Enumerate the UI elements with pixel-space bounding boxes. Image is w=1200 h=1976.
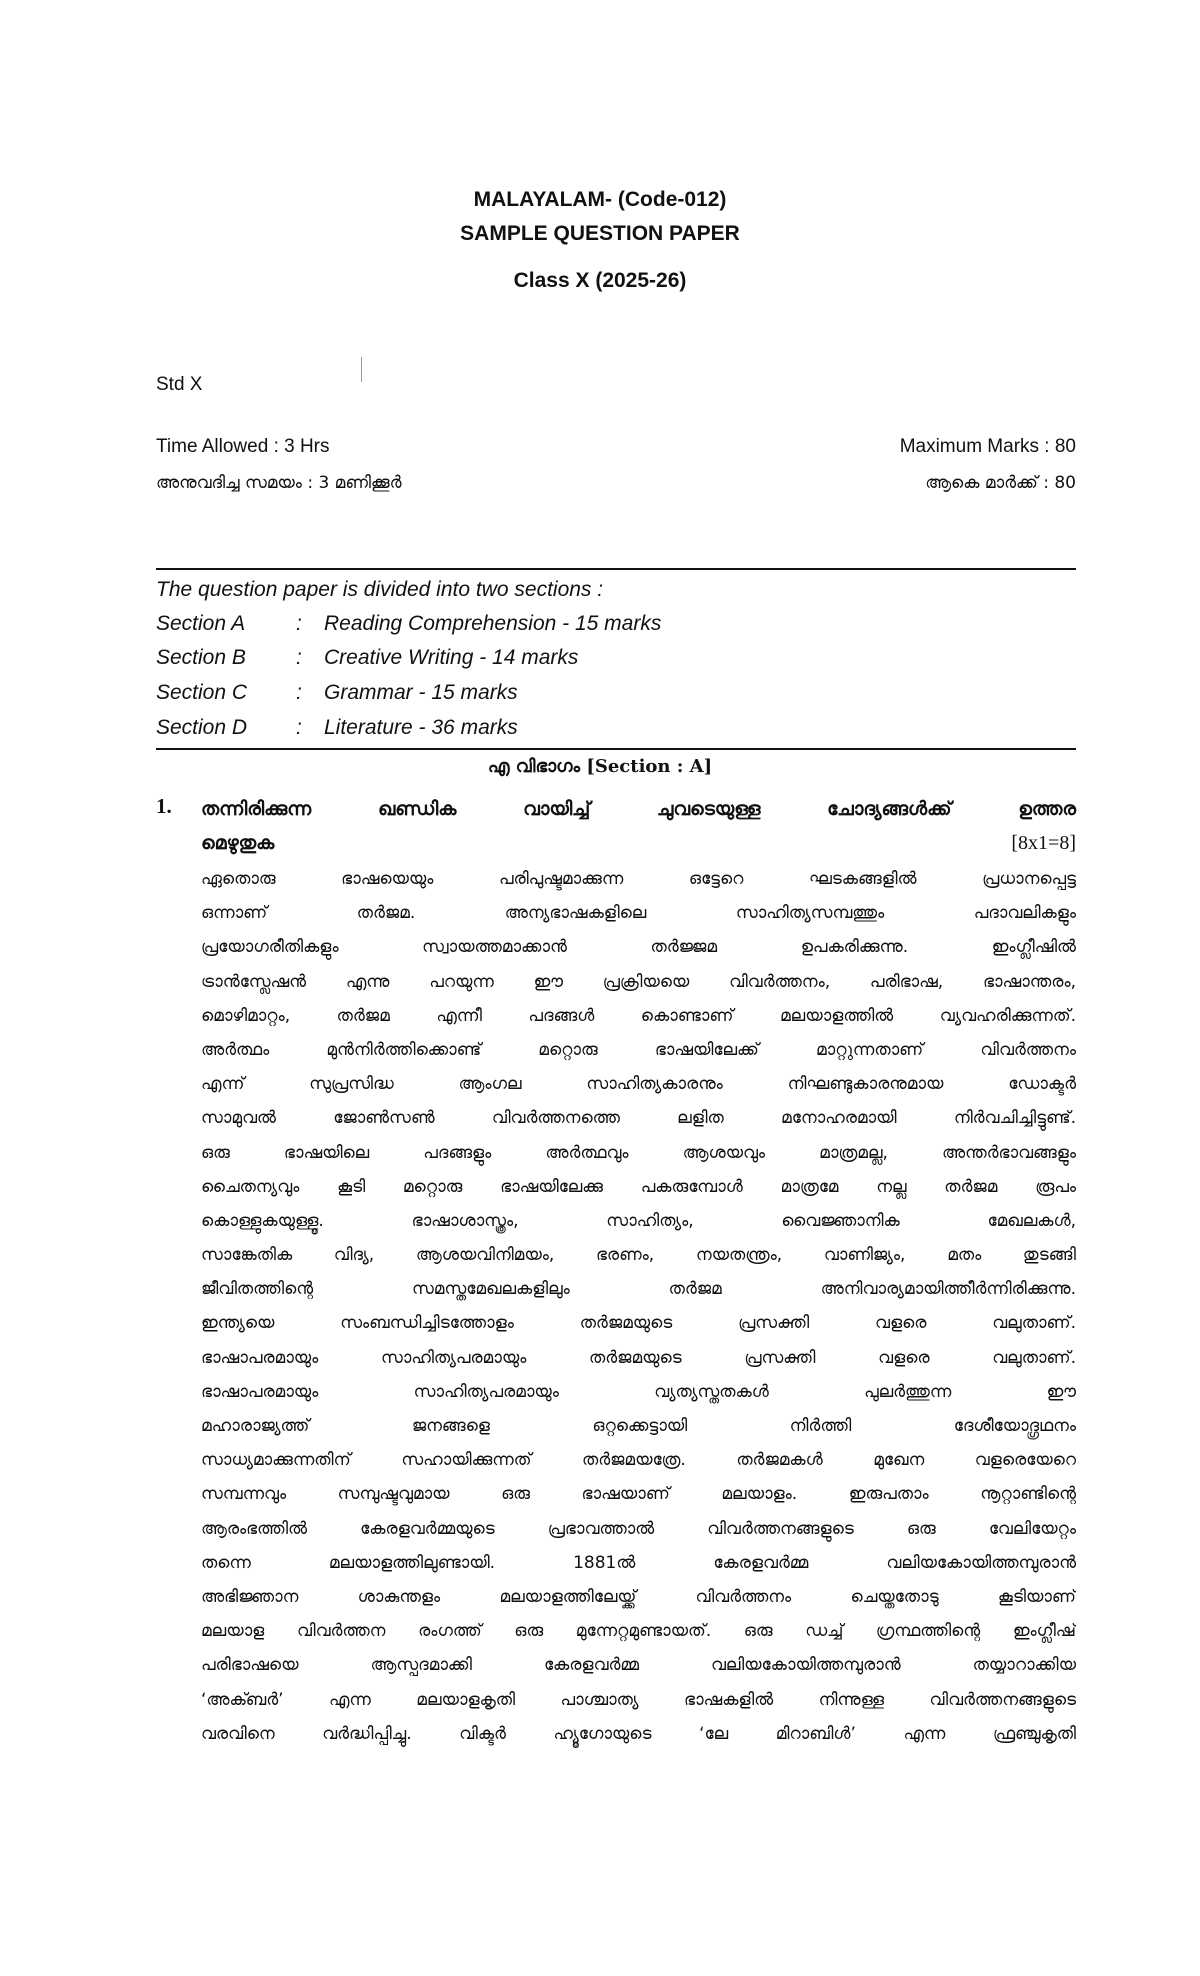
text-cursor-mark [361,357,362,382]
passage-line: സാങ്കേതിക വിദ്യ, ആശയവിനിമയം, ഭരണം, നയതന്ത്രം, വാണിജ്യം, മതം തുടങ്ങി [201,1245,1076,1266]
passage-line: ആരംഭത്തിൽ കേരളവർമ്മയുടെ പ്രഭാവത്താൽ വിവർത്തനങ്ങളുടെ ഒരു വേലിയേറ്റം [201,1518,1076,1539]
reading-passage [201,862,1076,1751]
passage-line: മലയാള വിവർത്തന രംഗത്ത് ഒരു മുന്നേറ്റമുണ്ടായത്. ഒരു ഡച്ച് ഗ്രന്ഥത്തിന്റെ ഇംഗ്ലീഷ് [201,1621,1076,1642]
passage-line: സാധ്യമാക്കുന്നതിന് സഹായിക്കുന്നത് തർജമയത്രേ. തർജമകൾ മുഖേന വളരെയേറെ [201,1450,1076,1471]
top-divider [156,568,1076,570]
section-name: Section B [156,646,246,669]
section-name: Section A [156,612,246,635]
passage-line: ഒരു ഭാഷയിലെ പദങ്ങളും അർത്ഥവും ആശയവും മാത്രമല്ല, അന്തർഭാവങ്ങളും [201,1142,1076,1163]
passage-line: ജീവിതത്തിന്റെ സമസ്തമേഖലകളിലും തർജമ അനിവാര്യമായിത്തീർന്നിരിക്കുന്നു. [201,1279,1076,1300]
passage-line: ട്രാൻസ്ലേഷൻ എന്നു പറയുന്ന ഈ പ്രക്രിയയെ വിവർത്തനം, പരിഭാഷ, ഭാഷാന്തരം, [201,971,1076,992]
section-a-heading: എ വിഭാഗം [Section : A] [487,756,713,777]
time-allowed-en: Time Allowed : 3 Hrs [156,436,330,457]
section-description: Grammar - 15 marks [324,681,518,704]
section-separator: : [296,612,302,635]
passage-line: ചൈതന്യവും കൂടി മറ്റൊരു ഭാഷയിലേക്കു പകരുമ്പോൾ മാത്രമേ നല്ല തർജമ രൂപം [201,1176,1076,1197]
passage-line: ഇന്ത്യയെ സംബന്ധിച്ചിടത്തോളം തർജമയുടെ പ്രസക്തി വളരെ വലുതാണ്. [201,1313,1076,1334]
passage-line: തന്നെ മലയാളത്തിലുണ്ടായി. 1881ൽ കേരളവർമ്മ വലിയകോയിത്തമ്പുരാൻ [201,1552,1076,1573]
passage-line: ഭാഷാപരമായും സാഹിത്യപരമായും തർജമയുടെ പ്രസക്തി വളരെ വലുതാണ്. [201,1347,1076,1368]
class-title: Class X (2025-26) [513,269,687,292]
section-description: Literature - 36 marks [324,716,518,739]
question-text-line1: തന്നിരിക്കുന്ന ഖണ്ഡിക വായിച്ച് ചുവടെയുള്ള ചോദ്യങ്ങൾക്ക് ഉത്തര [201,798,1076,820]
passage-line: സാമുവൽ ജോൺസൺ വിവർത്തനത്തെ ലളിത മനോഹരമായി നിർവചിച്ചിട്ടുണ്ട്. [201,1108,1076,1129]
maximum-marks-ml: ആകെ മാർക്ക് : 80 [925,473,1076,493]
maximum-marks-en: Maximum Marks : 80 [899,436,1076,457]
passage-line: ‘അക്ബർ’ എന്ന മലയാളകൃതി പാശ്ചാത്യ ഭാഷകളിൽ നിന്നുള്ള വിവർത്തനങ്ങളുടെ [201,1689,1076,1710]
passage-line: എന്ന് സുപ്രസിദ്ധ ആംഗല സാഹിത്യകാരനും നിഘണ്ടുകാരനുമായ ഡോക്ടർ [201,1074,1076,1095]
question-text-line2: മെഴുതുക [201,832,275,854]
passage-line: കൊള്ളുകയുള്ളൂ. ഭാഷാശാസ്ത്രം, സാഹിത്യം, വൈജ്ഞാനിക മേഖലകൾ, [201,1210,1076,1231]
passage-line: പ്രയോഗരീതികളും സ്വായത്തമാക്കാൻ തർജ്ജമ ഉപകരിക്കുന്നു. ഇംഗ്ലീഷിൽ [201,937,1076,958]
passage-line: മഹാരാജ്യത്ത് ജനങ്ങളെ ഒറ്റക്കെട്ടായി നിർത്തി ദേശീയോദ്ഗ്രഥനം [201,1416,1076,1436]
passage-line: ഭാഷാപരമായും സാഹിത്യപരമായും വ്യത്യസ്തതകൾ പുലർത്തുന്ന ഈ [201,1381,1076,1402]
time-allowed-ml: അനുവദിച്ച സമയം : 3 മണിക്കൂർ [156,473,402,493]
section-description: Creative Writing - 14 marks [324,646,579,669]
section-description: Reading Comprehension - 15 marks [324,612,662,635]
section-separator: : [296,646,302,669]
paper-title: SAMPLE QUESTION PAPER [460,222,740,245]
passage-line: പരിഭാഷയെ ആസ്പദമാക്കി കേരളവർമ്മ വലിയകോയിത്തമ്പുരാൻ തയ്യാറാക്കിയ [201,1655,1076,1676]
passage-line: വരവിനെ വർദ്ധിപ്പിച്ചു. വിക്ടർ ഹ്യൂഗോയുടെ ‘ലേ മിറാബിൾ’ എന്ന ഫ്രഞ്ചുകൃതി [201,1723,1076,1744]
section-separator: : [296,716,302,739]
section-name: Section C [156,681,248,704]
passage-line: സമ്പന്നവും സമ്പുഷ്ടവുമായ ഒരു ഭാഷയാണ് മലയാളം. ഇരുപതാം നൂറ്റാണ്ടിന്റെ [201,1484,1076,1505]
standard-label: Std X [156,374,203,395]
passage-line: ഏതൊരു ഭാഷയെയും പരിപുഷ്ടമാക്കുന്ന ഒട്ടേറെ ഘടകങ്ങളിൽ പ്രധാനപ്പെട്ട [201,869,1076,889]
passage-line: ഒന്നാണ് തർജമ. അന്യഭാഷകളിലെ സാഹിത്യസമ്പത്തും പദാവലികളും [201,903,1076,924]
subject-title: MALAYALAM- (Code-012) [473,188,727,211]
passage-line: അഭിജ്ഞാന ശാകുന്തളം മലയാളത്തിലേയ്ക്ക് വിവർത്തനം ചെയ്തതോടു കൂടിയാണ് [201,1586,1076,1607]
section-separator: : [296,681,302,704]
sections-intro: The question paper is divided into two sections : [156,578,604,601]
question-number: 1. [156,794,172,818]
passage-line: മൊഴിമാറ്റം, തർജമ എന്നീ പദങ്ങൾ കൊണ്ടാണ് മലയാളത്തിൽ വ്യവഹരിക്കുന്നത്. [201,1005,1076,1026]
section-name: Section D [156,716,248,739]
question-marks: [8x1=8] [1011,832,1076,854]
bottom-divider [156,748,1076,750]
passage-line: അർത്ഥം മുൻനിർത്തിക്കൊണ്ട് മറ്റൊരു ഭാഷയിലേക്ക് മാറ്റുന്നതാണ് വിവർത്തനം [201,1039,1076,1060]
